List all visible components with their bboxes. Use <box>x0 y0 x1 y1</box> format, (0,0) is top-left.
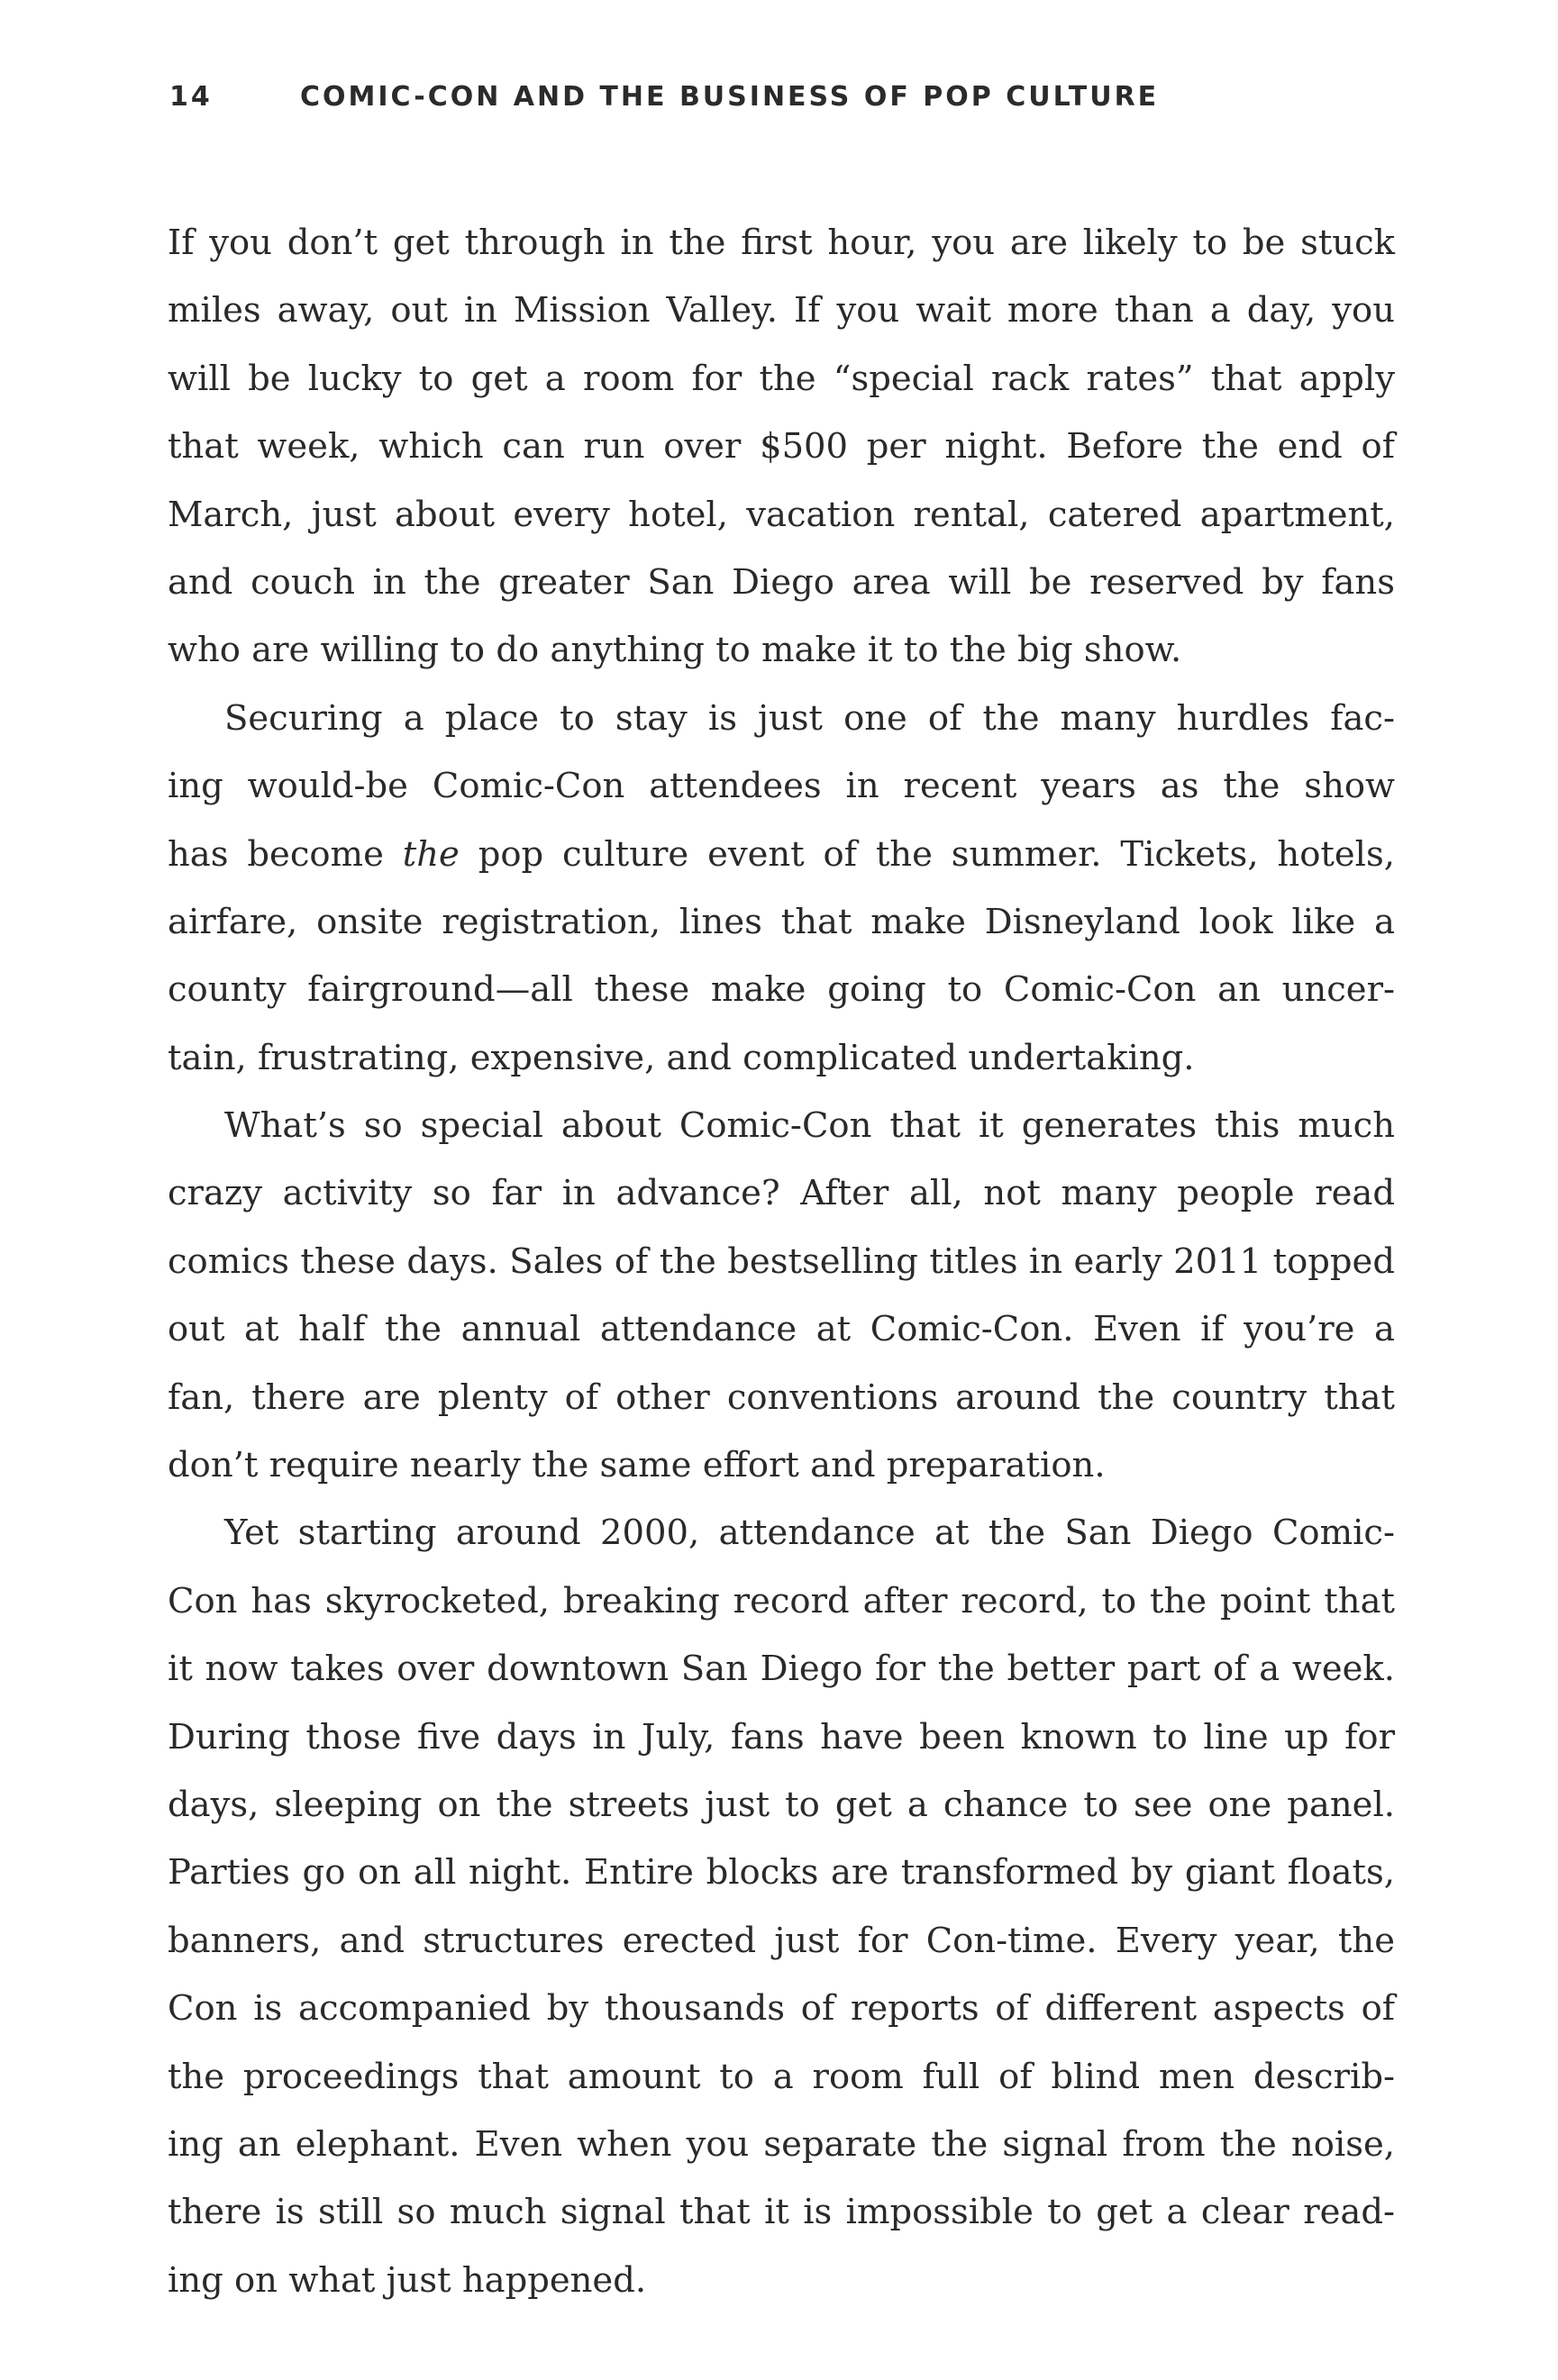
emphasis-text: the <box>402 833 460 875</box>
text-line: If you don’t get through in the first hour, you are likely to be stuck <box>168 223 1395 263</box>
text-line: don’t require nearly the same effort and preparation. <box>168 1445 1106 1486</box>
text-line: there is still so much signal that it is impossible to get a clear read- <box>168 2192 1395 2233</box>
text-line: out at half the annual attendance at Comic-Con. Even if you’re a <box>168 1309 1395 1350</box>
text-line: ing an elephant. Even when you separate the signal from the noise, <box>168 2123 1395 2165</box>
text-line: Parties go on all night. Entire blocks are transformed by giant floats, <box>168 1852 1395 1894</box>
paragraph <box>168 209 1395 685</box>
text-line: comics these days. Sales of the bestselling titles in early 2011 topped <box>168 1240 1395 1282</box>
text-line: During those five days in July, fans have been known to line up for <box>168 1716 1395 1758</box>
paragraph <box>168 685 1395 1092</box>
text-line: who are willing to do anything to make it to the big show. <box>168 630 1182 671</box>
text-line: banners, and structures erected just for Con-time. Every year, the <box>168 1920 1395 1961</box>
text-line: fan, there are plenty of other conventions around the country that <box>168 1376 1395 1418</box>
paragraph <box>168 1499 1395 2314</box>
text-line: crazy activity so far in advance? After all, not many people read <box>168 1173 1395 1214</box>
text-line: the proceedings that amount to a room full of blind men describ- <box>168 2056 1395 2097</box>
text-segment: has become <box>168 833 384 875</box>
text-line: Securing a place to stay is just one of the many hurdles fac- <box>224 697 1395 739</box>
text-line: miles away, out in Mission Valley. If you wait more than a day, you <box>168 290 1395 332</box>
text-line: What’s so special about Comic-Con that it generates this much <box>224 1105 1395 1147</box>
text-line: ing would-be Comic-Con attendees in recent years as the show <box>168 766 1395 807</box>
text-line: March, just about every hotel, vacation rental, catered apartment, <box>168 494 1395 535</box>
text-line-mixed <box>168 821 1395 888</box>
text-line: tain, frustrating, expensive, and complicated undertaking. <box>168 1037 1195 1078</box>
text-line: and couch in the greater San Diego area will be reserved by fans <box>168 561 1395 603</box>
text-line: airfare, onsite registration, lines that make Disneyland look like a <box>168 901 1395 942</box>
body-text <box>168 209 1395 2314</box>
text-line: days, sleeping on the streets just to get a chance to see one panel. <box>168 1784 1395 1825</box>
paragraph <box>168 1092 1395 1499</box>
text-line: will be lucky to get a room for the “special rack rates” that apply <box>168 358 1395 399</box>
page-number: 14 <box>169 81 213 113</box>
text-line: Yet starting around 2000, attendance at the San Diego Comic- <box>224 1512 1395 1554</box>
text-line: county fairground—all these make going to Comic-Con an uncer- <box>168 969 1395 1011</box>
text-segment: pop culture event of the summer. Tickets, hotels, <box>478 833 1395 875</box>
running-head <box>169 81 1395 121</box>
text-line: Con has skyrocketed, breaking record after record, to the point that <box>168 1580 1395 1621</box>
text-line: that week, which can run over $500 per night. Before the end of <box>168 426 1395 468</box>
text-line: Con is accompanied by thousands of reports of different aspects of <box>168 1988 1395 2030</box>
text-line: ing on what just happened. <box>168 2259 647 2301</box>
text-line: it now takes over downtown San Diego for the better part of a week. <box>168 1649 1395 1690</box>
running-title: COMIC-CON AND THE BUSINESS OF POP CULTURE <box>300 81 1160 113</box>
